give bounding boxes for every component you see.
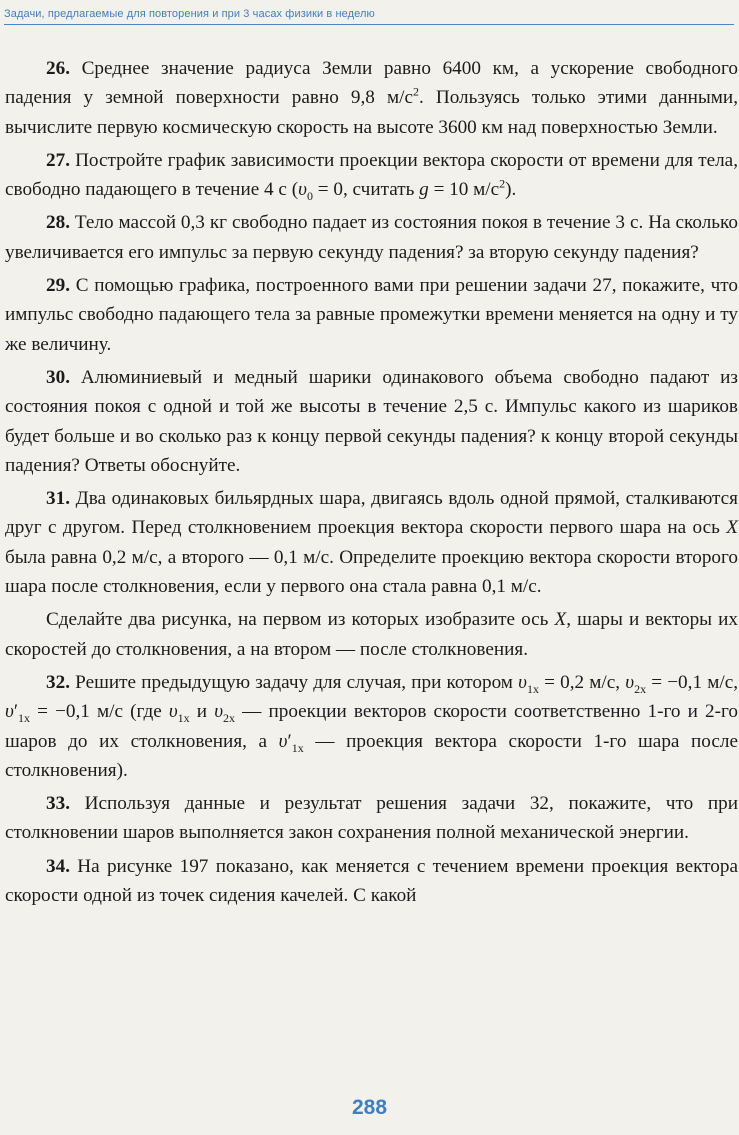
problem-30: 30. Алюминиевый и медный шарики одинакового объема свободно падают из состояния покоя с одной и той же высоты в течение 2,5 с. Импульс какого из шариков будет больше и во сколько раз к концу первой секунды падения? к концу второй секунды падения? Ответы обоснуйте.: [5, 366, 738, 476]
problem-number: 29.: [46, 275, 70, 297]
problem-number: 34.: [46, 855, 70, 877]
page-number: 288: [351, 1096, 388, 1119]
running-header: Задачи, предлагаемые для повторения и при 3 часах физики в неделю: [4, 8, 734, 25]
problem-34: 34. На рисунке 197 показано, как меняется с течением времени проекция вектора скорости одной из точек сидения качелей. С какой: [5, 855, 738, 907]
problem-31: 31. Два одинаковых бильярдных шара, двигаясь вдоль одной прямой, сталкиваются друг с другом. Перед столкновением проекция вектора скорости первого шара на ось X была равна 0,2 м/с, а второго — 0,1 м/с. Определите проекцию вектора скорости второго шара после столкновения, если у первого она стала равна 0,1 м/с.: [5, 488, 738, 598]
problem-29: 29. С помощью графика, построенного вами при решении задачи 27, покажите, что импульс свободно падающего тела за равные промежутки времени меняется на одну и ту же величину.: [5, 275, 738, 355]
problem-28: 28. Тело массой 0,3 кг свободно падает из состояния покоя в течение 3 с. На сколько увеличивается его импульс за первую секунду падения? за вторую секунду падения?: [5, 212, 738, 263]
problem-number: 33.: [46, 793, 70, 815]
problems-text: [5, 54, 738, 910]
problem-number: 30.: [46, 366, 70, 388]
problem-31-instructions: Сделайте два рисунка, на первом из которых изобразите ось X, шары и векторы их скоростей до столкновения, а на втором — после столкновения.: [5, 609, 738, 660]
problem-32: 32. Решите предыдущую задачу для случая, при котором $\upsilon_{1x} = 0,2$ м/с, $\upsilon_{2x} = -0,1$ м/с, $\upsilon'_{1x} = -0,1$ м/с (где $\upsilon_{1x}$ и $\upsilon_{2x}$ — проекции векторов скорости соответственно 1-го и 2-го шаров до их столкновения, а $\upsilon'_{1x}$ — проекция вектора скорости 1-го шара после столкновения).: [5, 671, 739, 781]
problem-number: 32.: [46, 671, 70, 693]
problem-number: 26.: [46, 58, 70, 79]
problem-33: 33. Используя данные и результат решения задачи 32, покажите, что при столкновении шаров выполняется закон сохранения полной механической энергии.: [5, 793, 738, 844]
problem-27: 27. Постройте график зависимости проекции вектора скорости от времени для тела, свободно падающего в течение 4 с ($\upsilon_0 = 0$, считать g = 10 $м/с^2$).: [5, 149, 738, 204]
problem-number: 31.: [46, 488, 70, 510]
problem-number: 28.: [46, 212, 70, 234]
problem-26: 26. Среднее значение радиуса Земли равно 6400 км, а ускорение свободного падения у земной поверхности равно 9,8 $м/с^2$. Пользуясь только этими данными, вычислите первую космическую скорость на высоте 3600 км над поверхностью Земли.: [5, 58, 738, 138]
problem-number: 27.: [46, 149, 70, 171]
